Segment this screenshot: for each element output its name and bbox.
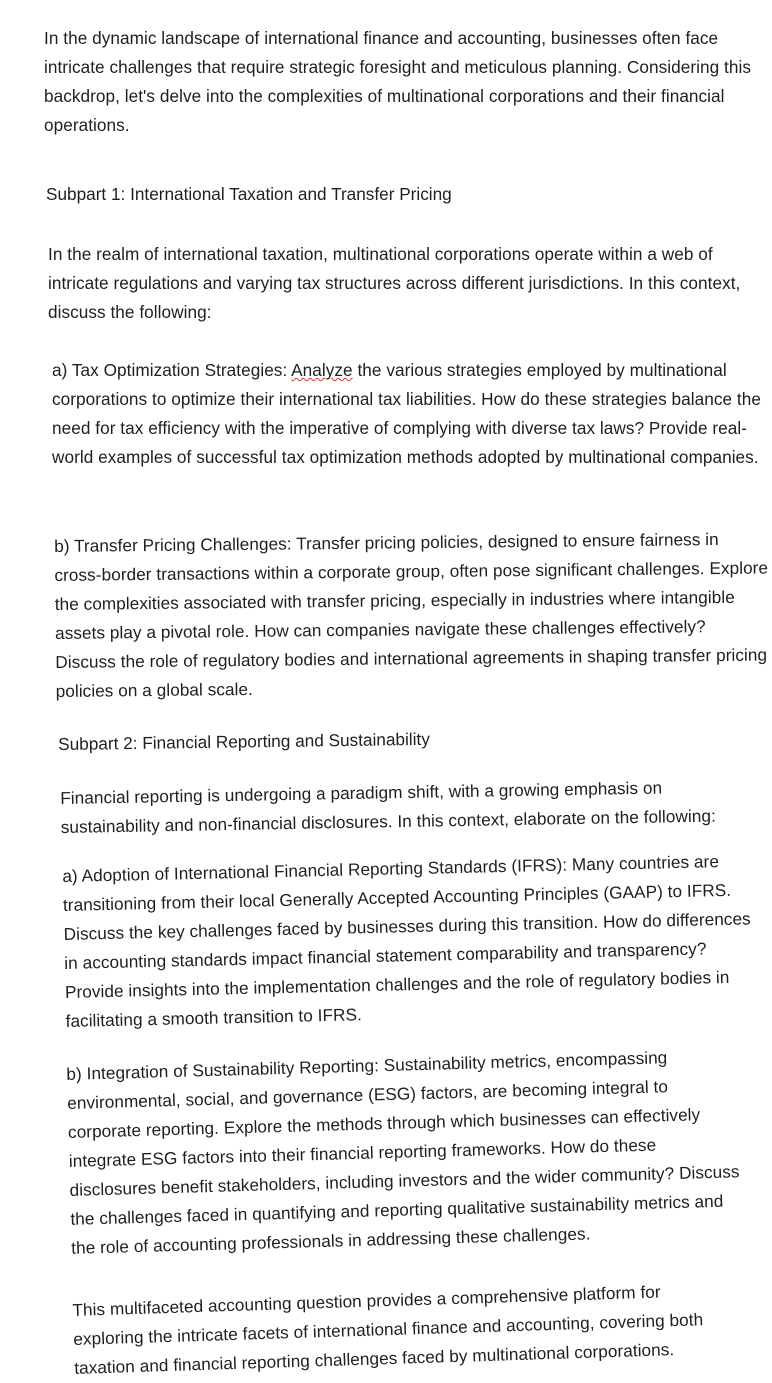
subpart2-intro-paragraph: Financial reporting is undergoing a paradigm shift, with a growing emphasis on sustainability and non-financial disclosures. In this context, elaborate on the following: <box>60 777 716 837</box>
spellcheck-underlined-word: Analyze <box>291 360 353 380</box>
subpart1-item-b: b) Transfer Pricing Challenges: Transfer pricing policies, designed to ensure fairness in cross-border transactions within a corporate group, often pose significant challenges. Explore the complexities associated with transfer pricing, especially in industries where intangible assets play a pivotal role. How can companies navigate these challenges effectively? Discuss the role of regulatory bodies and international agreements in shaping transfer pricing policies on a global scale. <box>54 529 769 701</box>
conclusion-paragraph: This multifaceted accounting question provides a comprehensive platform for exploring the intricate facets of international finance and accounting, covering both taxation and financial reporting challenges faced by multinational corporations. <box>72 1281 704 1378</box>
subpart1-heading: Subpart 1: International Taxation and Transfer Pricing <box>46 184 452 204</box>
intro-paragraph: In the dynamic landscape of international finance and accounting, businesses often face intricate challenges that require strategic foresight and meticulous planning. Considering this backdrop, let's delve into the complexities of multinational corporations and their financial operations. <box>44 28 751 135</box>
subpart2-heading: Subpart 2: Financial Reporting and Sustainability <box>58 728 430 754</box>
subpart1-intro-paragraph: In the realm of international taxation, multinational corporations operate within a web of intricate regulations and varying tax structures across different jurisdictions. In this context, discuss the following: <box>48 244 741 322</box>
subpart1-item-a <box>52 356 768 472</box>
item-a-rest: the various strategies employed by multinational corporations to optimize their international tax liabilities. How do these strategies balance the need for tax efficiency with the imperative of complying with diverse tax laws? Provide real-world examples of successful tax optimization methods adopted by multinational companies. <box>52 360 761 467</box>
subpart2-item-a: a) Adoption of International Financial Reporting Standards (IFRS): Many countries are transitioning from their local Generally Accepted Accounting Principles (GAAP) to IFRS. Discuss the key challenges faced by businesses during this transition. How do differences in accounting standards impact financial statement comparability and transparency? Provide insights into the implementation challenges and the role of regulatory bodies in facilitating a smooth transition to IFRS. <box>62 851 751 1031</box>
item-a-prefix: a) Tax Optimization Strategies: <box>52 360 292 380</box>
subpart2-item-b: b) Integration of Sustainability Reporting: Sustainability metrics, encompassing environmental, social, and governance (ESG) factors, are becoming integral to corporate reporting. Explore the methods through which businesses can effectively integrate ESG factors into their financial reporting frameworks. How do these disclosures benefit stakeholders, including investors and the wider community? Discuss the challenges faced in quantifying and reporting qualitative sustainability metrics and the role of accounting professionals in addressing these challenges. <box>66 1047 740 1258</box>
